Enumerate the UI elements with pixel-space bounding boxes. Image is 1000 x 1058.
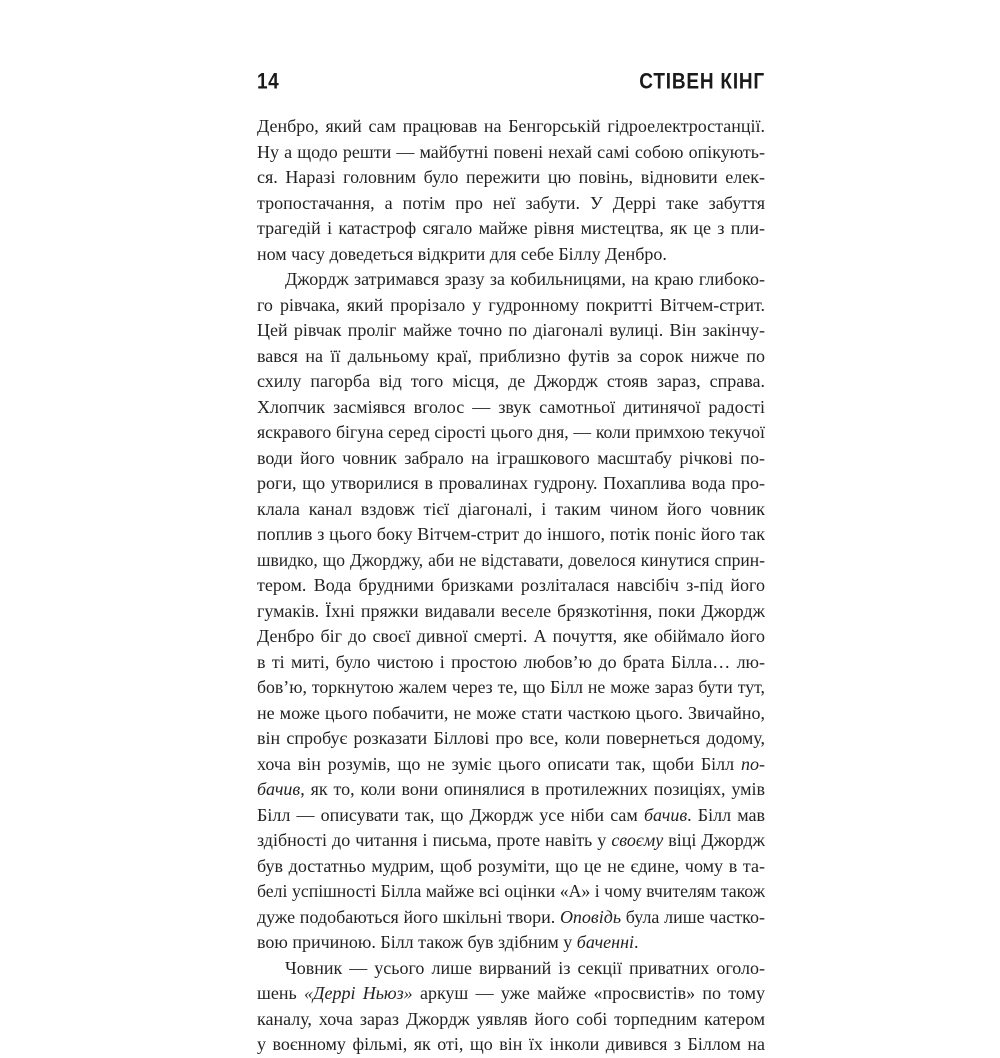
text-line: Хлопчик засміявся вголос — звук самотньої дитинячої радості: [257, 396, 765, 417]
text-line: Ну а щодо решти — майбутні повені нехай самі собою опікують-: [257, 141, 765, 162]
text-line: шень «Деррі Ньюз» аркуш — уже майже «просвистів» по тому: [257, 983, 765, 1003]
text-line: швидко, що Джорджу, аби не відставати, довелося кинутися сприн-: [257, 549, 765, 570]
text-line: Білл — описувати так, що Джордж усе ніби сам бачив. Білл мав: [257, 804, 766, 825]
text-line: трагедій і катастроф сягало майже рівня мистецтва, як це з пли-: [257, 218, 765, 238]
text-line: він спробує розказати Біллові про все, коли повернеться додому,: [257, 728, 765, 748]
text-line: вою причиною. Білл також був здібним у баченні.: [257, 932, 639, 952]
text-line: в ті миті, було чистою і простою любов’ю до брата Білла… лю-: [257, 651, 765, 672]
text-line: Човник — усього лише вирваний із секції приватних оголо-: [285, 957, 765, 978]
text-line: бачив, як то, коли вони опинялися в протилежних позиціях, умів: [257, 779, 765, 799]
text-line: не може цього побачити, не може стати часткою цього. Звичайно,: [257, 702, 765, 723]
text-line: дуже подобаються його шкільні твори. Оповідь була лише частко-: [257, 906, 765, 927]
text-line: схилу пагорба від того місця, де Джордж стояв зараз, справа.: [257, 371, 765, 391]
text-line: у воєнному фільмі, як оті, що він їх інколи дивився з Біллом на: [257, 1034, 765, 1054]
text-line: клала канал вздовж тієї діагоналі, і таким чином його човник: [257, 498, 765, 519]
text-line: го рівчака, який прорізало у гудронному покритті Вітчем-стрит.: [257, 294, 765, 315]
text-line: тером. Вода брудними бризками розліталася навсібіч з-під його: [257, 575, 765, 595]
text-line: Денбро біг до своєї дивної смерті. А почуття, яке обіймало його: [257, 626, 765, 646]
text-line: бов’ю, торкнутою жалем через те, що Білл не може зараз бути тут,: [257, 677, 765, 697]
text-line: ном часу доведеться відкрити для себе Біллу Денбро.: [257, 243, 667, 264]
text-line: каналу, хоча зараз Джордж уявляв його собі торпедним катером: [257, 1008, 765, 1029]
text-line: Джордж затримався зразу за кобильницями, на краю глибоко-: [285, 269, 765, 289]
text-line: хоча він розумів, що не зуміє цього описати так, щоби Білл по-: [257, 753, 765, 774]
text-line: роги, що утворилися в провалинах гудрону. Похаплива вода про-: [257, 473, 765, 493]
text-line: води його човник забрало на іграшкового масштабу річкові по-: [257, 447, 765, 468]
text-line: здібності до читання і письма, проте навіть у своєму віці Джордж: [257, 830, 765, 850]
text-line: ся. Наразі головним було пережити цю повінь, відновити елек-: [257, 167, 765, 187]
text-line: вався на її дальньому краї, приблизно футів за сорок нижче по: [257, 345, 765, 366]
text-line: яскравого бігуна серед сірості цього дня, — коли примхою текучої: [257, 422, 765, 442]
text-line: белі успішності Білла майже всі оцінки «А» і чому вчителям також: [257, 881, 765, 901]
text-line: поплив з цього боку Вітчем-стрит до іншого, потік поніс його так: [257, 524, 765, 544]
page-header: [257, 70, 765, 100]
text-line: Денбро, який сам працював на Бенгорській гідроелектростанції.: [257, 116, 765, 136]
page-number: 14: [257, 70, 280, 95]
text-line: тропостачання, а потім про неї забути. У Деррі таке забуття: [257, 192, 765, 213]
text-line: гумаків. Їхні пряжки видавали веселе брязкотіння, поки Джордж: [257, 600, 765, 621]
text-line: був достатньо мудрим, щоб розуміти, що це не єдине, чому в та-: [257, 855, 765, 876]
body-text: [257, 114, 765, 1058]
text-line: Цей рівчак проліг майже точно по діагоналі вулиці. Він закінчу-: [257, 320, 765, 340]
running-title: СТІВЕН КІНГ: [639, 70, 765, 95]
